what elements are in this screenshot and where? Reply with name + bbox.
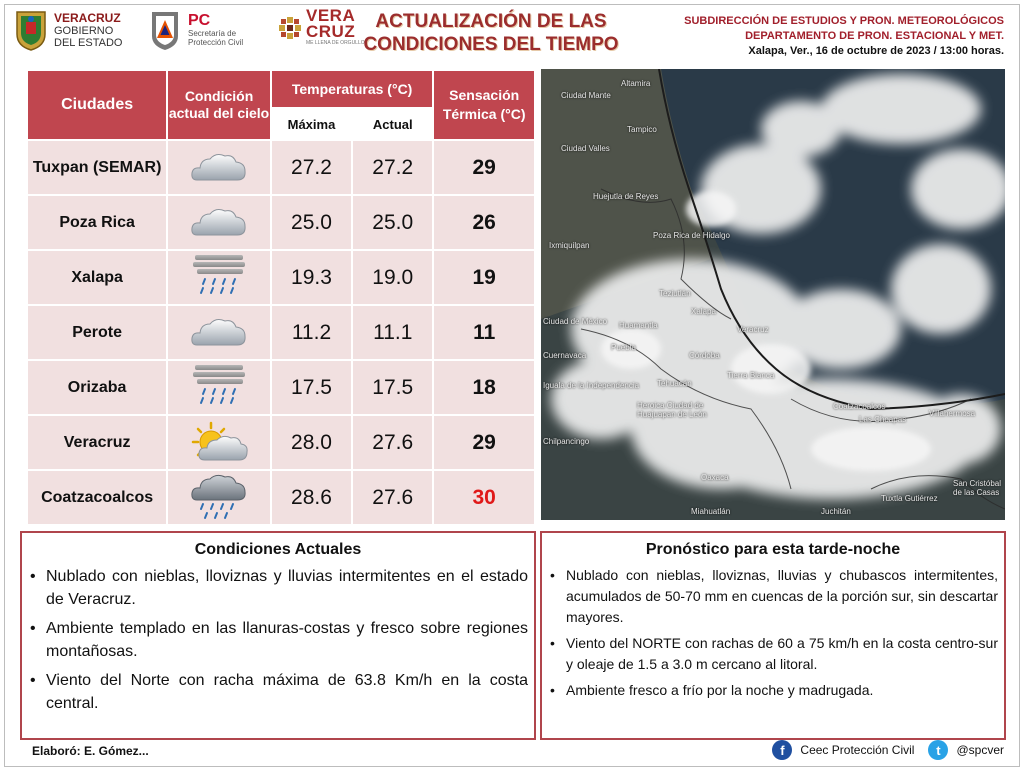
logo-proteccion-civil xyxy=(148,8,243,52)
fog-drizzle-icon xyxy=(189,363,249,413)
map-label: Las Choapas xyxy=(859,415,907,424)
logo-pc-name: PC xyxy=(188,12,211,29)
logo-veracruz-sub2: DEL ESTADO xyxy=(54,36,123,49)
cloudy-icon xyxy=(189,203,249,243)
city-name: Tuxpan (SEMAR) xyxy=(28,141,166,194)
city-name: Orizaba xyxy=(28,361,166,414)
map-label: Huejutla de Reyes xyxy=(593,192,659,201)
list-item: • Ambiente fresco a frío por la noche y madrugada. xyxy=(542,680,998,701)
list-item: • Nublado con nieblas, lloviznas, lluvias y chubascos intermitentes, acumulados de 50-70 mm en cuencas de la porción sur, sin descartar mayores. xyxy=(542,565,998,628)
forecast-box xyxy=(540,531,1006,740)
author-credit: Elaboró: E. Gómez... xyxy=(32,744,149,758)
sky-cell xyxy=(168,141,270,194)
thermal-sensation: 30 xyxy=(434,471,534,524)
map-label: Córdoba xyxy=(689,351,720,360)
col-header-actual: Actual xyxy=(353,109,432,139)
temp-actual: 27.6 xyxy=(353,416,432,469)
title-line1: ACTUALIZACIÓN DE LAS xyxy=(375,11,607,32)
facebook-icon[interactable]: f xyxy=(772,740,792,760)
temp-max: 19.3 xyxy=(272,251,351,304)
sky-cell xyxy=(168,251,270,304)
sky-cell xyxy=(168,361,270,414)
thermal-sensation: 19 xyxy=(434,251,534,304)
map-label: Ixmiquilpan xyxy=(549,241,590,250)
facebook-link[interactable]: Ceec Protección Civil xyxy=(800,743,915,757)
map-label: San Cristóbal de las Casas xyxy=(953,479,1002,497)
table-row xyxy=(28,141,534,194)
list-item: • Ambiente templado en las llanuras-costas y fresco sobre regiones montañosas. xyxy=(22,617,528,663)
brand-line2: CRUZ xyxy=(306,22,356,41)
temp-actual: 11.1 xyxy=(353,306,432,359)
forecast-list xyxy=(542,565,1004,701)
temp-actual: 27.2 xyxy=(353,141,432,194)
thermal-sensation: 29 xyxy=(434,416,534,469)
map-label: Chilpancingo xyxy=(543,437,590,446)
table-row xyxy=(28,361,534,414)
map-label: Tehuacán xyxy=(657,379,692,388)
map-label: Oaxaca xyxy=(701,473,729,482)
fog-drizzle-icon xyxy=(189,253,249,303)
temp-max: 25.0 xyxy=(272,196,351,249)
brand-tagline: ME LLENA DE ORGULLO xyxy=(306,40,365,46)
thermal-sensation: 18 xyxy=(434,361,534,414)
satellite-map-graphic xyxy=(541,69,1005,520)
map-label: Coatzacoalcos xyxy=(833,402,886,411)
sky-cell xyxy=(168,416,270,469)
sky-cell xyxy=(168,306,270,359)
map-label: Tuxtla Gutiérrez xyxy=(881,494,938,503)
temp-actual: 27.6 xyxy=(353,471,432,524)
map-label: Tierra Blanca xyxy=(727,371,775,380)
map-label: Ciudad Mante xyxy=(561,91,611,100)
twitter-link[interactable]: @spcver xyxy=(956,743,1004,757)
brand-line1: VERA xyxy=(306,6,356,25)
temp-max: 28.6 xyxy=(272,471,351,524)
state-crest-icon xyxy=(14,8,48,52)
map-label: Teziutlán xyxy=(659,289,691,298)
sky-cell xyxy=(168,471,270,524)
map-label: Veracruz xyxy=(737,325,769,334)
page-title xyxy=(352,10,630,56)
list-item: • Viento del Norte con racha máxima de 63.8 Km/h en la costa central. xyxy=(22,669,528,715)
sky-cell xyxy=(168,196,270,249)
satellite-image xyxy=(541,69,1005,520)
map-label: Heroica Ciudad de Huajuapan de León xyxy=(637,401,707,419)
rain-cloud-icon xyxy=(189,474,249,522)
map-label: Altamira xyxy=(621,79,651,88)
temp-actual: 17.5 xyxy=(353,361,432,414)
brand-flower-icon xyxy=(278,16,302,40)
map-label: Ciudad Valles xyxy=(561,144,610,153)
col-header-city: Ciudades xyxy=(28,71,166,139)
forecast-title: Pronóstico para esta tarde-noche xyxy=(645,541,901,558)
weather-table xyxy=(26,69,536,526)
map-label: Juchitán xyxy=(821,507,851,516)
list-item: • Nublado con nieblas, lloviznas y lluvias intermitentes en el estado de Veracruz. xyxy=(22,565,528,611)
city-name: Veracruz xyxy=(28,416,166,469)
twitter-icon[interactable]: t xyxy=(928,740,948,760)
logo-veracruz-name: VERACRUZ xyxy=(54,10,121,25)
table-row xyxy=(28,416,534,469)
temp-max: 27.2 xyxy=(272,141,351,194)
map-label: Miahuatlán xyxy=(691,507,731,516)
temp-max: 11.2 xyxy=(272,306,351,359)
col-header-temperatures: Temperaturas (°C) xyxy=(272,71,433,107)
col-header-sensation: Sensación Térmica (°C) xyxy=(434,71,534,139)
col-header-sky: Condición actual del cielo xyxy=(168,71,270,139)
logo-pc-sub2: Protección Civil xyxy=(188,38,244,47)
dept-line2: DEPARTAMENTO DE PRON. ESTACIONAL Y MET. xyxy=(745,30,1004,42)
thermal-sensation: 11 xyxy=(434,306,534,359)
thermal-sensation: 29 xyxy=(434,141,534,194)
map-label: Cuernavaca xyxy=(543,351,587,360)
city-name: Perote xyxy=(28,306,166,359)
partly-cloudy-icon xyxy=(189,420,249,466)
map-label: Villahermosa xyxy=(929,409,976,418)
department-header xyxy=(684,14,1004,59)
map-label: Huamantla xyxy=(619,321,658,330)
temp-actual: 25.0 xyxy=(353,196,432,249)
map-label: Tampico xyxy=(627,125,657,134)
thermal-sensation: 26 xyxy=(434,196,534,249)
list-item: • Viento del NORTE con rachas de 60 a 75 km/h en la costa centro-sur y oleaje de 1.5 a 3.0 m cercano al litoral. xyxy=(542,633,998,675)
city-name: Xalapa xyxy=(28,251,166,304)
map-label: Puebla xyxy=(611,343,636,352)
current-conditions-title: Condiciones Actuales xyxy=(194,541,362,558)
map-label: Ciudad de México xyxy=(543,317,608,326)
map-label: Xalapa xyxy=(691,307,716,316)
current-conditions-list xyxy=(22,565,534,715)
logo-pc-sub1: Secretaría de xyxy=(188,29,237,38)
col-header-max: Máxima xyxy=(272,109,351,139)
temp-actual: 19.0 xyxy=(353,251,432,304)
temp-max: 28.0 xyxy=(272,416,351,469)
cloudy-icon xyxy=(189,148,249,188)
temp-max: 17.5 xyxy=(272,361,351,414)
title-line2: CONDICIONES DEL TIEMPO xyxy=(363,34,619,55)
map-label: Poza Rica de Hidalgo xyxy=(653,231,730,240)
table-row xyxy=(28,306,534,359)
city-name: Coatzacoalcos xyxy=(28,471,166,524)
city-name: Poza Rica xyxy=(28,196,166,249)
social-links xyxy=(772,740,1004,760)
table-row xyxy=(28,196,534,249)
logo-veracruz-gobierno xyxy=(14,8,122,52)
table-row xyxy=(28,471,534,524)
cloudy-icon xyxy=(189,313,249,353)
pc-shield-icon xyxy=(148,8,182,52)
table-row xyxy=(28,251,534,304)
dept-line1: SUBDIRECCIÓN DE ESTUDIOS Y PRON. METEOROLÓGICOS xyxy=(684,15,1004,27)
logo-veracruz-sub1: GOBIERNO xyxy=(54,24,114,37)
current-conditions-box xyxy=(20,531,536,740)
map-label: Iguala de la Independencia xyxy=(543,381,640,390)
date-line: Xalapa, Ver., 16 de octubre de 2023 / 13:00 horas. xyxy=(748,45,1004,57)
